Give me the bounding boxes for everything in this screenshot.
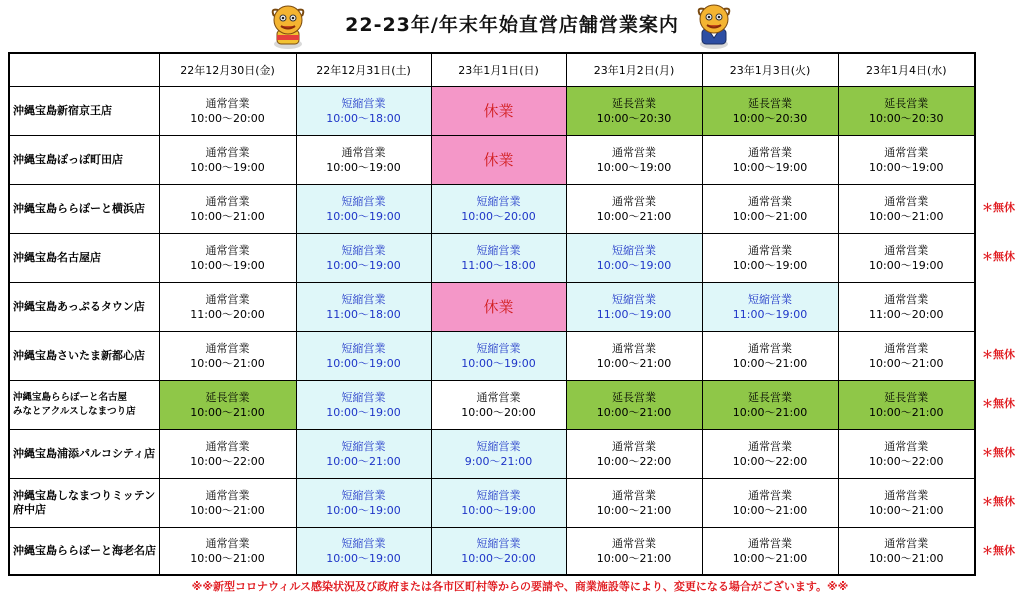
cell-status: 延長営業 [612,97,656,110]
cell-status: 通常営業 [884,293,929,306]
cell-hours: 10:00～21:00 [190,406,265,419]
schedule-cell [566,479,702,528]
cell-status: 通常営業 [884,342,929,355]
cell-status: 短縮営業 [476,195,521,208]
store-name [9,430,159,479]
store-row [9,234,975,283]
cell-status: 通常営業 [612,440,656,453]
cell-status: 通常営業 [205,244,250,257]
cell-hours: 10:00～18:00 [326,112,401,125]
cell-hours: 11:00～18:00 [461,259,536,272]
cell-status: 短縮営業 [612,244,656,257]
cell-hours: 10:00～19:00 [190,259,265,272]
cell-status: 通常営業 [612,489,656,502]
cell-hours: 10:00～20:00 [461,406,536,419]
schedule-cell [838,283,975,332]
store-name [9,332,159,381]
cell-status: 通常営業 [476,391,521,404]
schedule-table [8,52,976,576]
store-name [9,283,159,332]
cell-status: 通常営業 [205,342,250,355]
cell-status: 通常営業 [884,244,929,257]
store-name [9,528,159,576]
no-holiday-note: ＊無休 [982,495,1015,508]
no-holiday-note: ＊無休 [982,446,1015,459]
schedule-cell [566,87,702,136]
cell-hours: 10:00～21:00 [190,357,265,370]
cell-hours: 10:00～19:00 [869,161,944,174]
cell-status: 短縮営業 [748,293,792,306]
cell-status: 短縮営業 [341,293,386,306]
cell-status: 通常営業 [205,293,250,306]
schedule-cell [159,528,296,576]
cell-status: 通常営業 [884,195,929,208]
cell-status: 短縮営業 [476,440,521,453]
cell-status: 通常営業 [884,537,929,550]
cell-status: 通常営業 [205,195,250,208]
store-name [9,185,159,234]
cell-hours: 10:00～19:00 [326,357,401,370]
cell-status: 通常営業 [748,195,792,208]
schedule-cell [296,479,431,528]
store-name-line: 沖縄宝島あっぷるタウン店 [13,300,145,313]
schedule-cell [566,381,702,430]
schedule-cell [838,87,975,136]
cell-hours: 10:00～21:00 [326,455,401,468]
header-date: 23年1月1日(日) [431,53,566,87]
schedule-cell [159,381,296,430]
store-name-line: 沖縄宝島さいたま新都心店 [13,349,145,362]
header-date: 22年12月30日(金) [159,53,296,87]
schedule-cell [431,381,566,430]
store-name-line: 沖縄宝島ららぽーと横浜店 [13,202,145,215]
cell-status: 短縮営業 [612,293,656,306]
schedule-cell [838,332,975,381]
store-row [9,283,975,332]
store-row [9,185,975,234]
cell-hours: 10:00～21:00 [732,210,808,223]
schedule-cell [838,185,975,234]
schedule-cell [431,87,566,136]
cell-status: 短縮営業 [341,489,386,502]
cell-status: 通常営業 [205,97,250,110]
cell-status: 通常営業 [341,146,386,159]
store-name [9,381,159,430]
schedule-cell [296,332,431,381]
header-store-column [9,53,159,87]
cell-hours: 10:00～21:00 [869,406,944,419]
cell-hours: 10:00～20:00 [461,552,536,565]
cell-hours: 10:00～19:00 [326,406,401,419]
store-name [9,479,159,528]
schedule-cell [296,528,431,576]
cell-status: 通常営業 [612,195,656,208]
schedule-cell [566,283,702,332]
cell-hours: 10:00～20:00 [461,210,536,223]
header-date: 22年12月31日(土) [296,53,431,87]
cell-status: 通常営業 [748,244,792,257]
store-name-line: 沖縄宝島しなまつりミッテン府中店 [13,489,156,516]
store-row [9,528,975,576]
cell-status: 休業 [483,150,514,169]
cell-status: 通常営業 [748,342,792,355]
store-name-line: 沖縄宝島ららぽーと名古屋 [13,392,128,403]
cell-status: 短縮営業 [476,489,521,502]
cell-hours: 10:00～21:00 [869,552,944,565]
schedule-cell [159,283,296,332]
cell-status: 短縮営業 [341,342,386,355]
schedule-cell [159,234,296,283]
schedule-cell [702,381,838,430]
schedule-cell [838,528,975,576]
no-holiday-note: ＊無休 [982,348,1015,361]
store-row [9,87,975,136]
cell-hours: 10:00～21:00 [732,406,808,419]
cell-status: 短縮営業 [341,244,386,257]
cell-status: 延長営業 [884,391,929,404]
cell-hours: 10:00～20:30 [732,112,808,125]
store-name-line: 沖縄宝島ぽっぽ町田店 [13,153,123,166]
cell-status: 通常営業 [884,489,929,502]
no-holiday-note: ＊無休 [982,250,1015,263]
cell-status: 延長営業 [205,391,250,404]
cell-hours: 10:00～21:00 [732,552,808,565]
schedule-cell [702,332,838,381]
schedule-cell [431,185,566,234]
schedule-cell [159,332,296,381]
schedule-cell [702,283,838,332]
schedule-cell [838,136,975,185]
schedule-cell [296,283,431,332]
cell-hours: 10:00～22:00 [869,455,944,468]
schedule-cell [566,430,702,479]
schedule-cell [296,430,431,479]
cell-hours: 10:00～19:00 [461,357,536,370]
cell-hours: 10:00～22:00 [732,455,808,468]
schedule-cell [838,234,975,283]
cell-status: 延長営業 [884,97,929,110]
cell-status: 通常営業 [748,537,792,550]
cell-hours: 10:00～21:00 [869,504,944,517]
schedule-cell [296,185,431,234]
cell-hours: 10:00～21:00 [596,552,672,565]
cell-hours: 11:00～20:00 [869,308,944,321]
cell-hours: 11:00～19:00 [732,308,808,321]
cell-status: 短縮営業 [341,97,386,110]
store-name-line: 沖縄宝島浦添パルコシティ店 [13,447,156,460]
cell-status: 通常営業 [612,537,656,550]
cell-status: 短縮営業 [341,440,386,453]
schedule-cell [159,87,296,136]
schedule-cell [838,430,975,479]
cell-status: 通常営業 [205,440,250,453]
store-name [9,136,159,185]
cell-status: 通常営業 [748,440,792,453]
schedule-cell [702,479,838,528]
schedule-cell [296,234,431,283]
cell-status: 延長営業 [748,97,792,110]
schedule-cell [702,185,838,234]
cell-hours: 11:00～19:00 [596,308,672,321]
cell-status: 通常営業 [612,342,656,355]
schedule-cell [431,283,566,332]
store-row [9,136,975,185]
schedule-cell [159,136,296,185]
schedule-cell [838,479,975,528]
schedule-cell [566,234,702,283]
page-title: 22-23年/年末年始直営店舗営業案内 [345,14,679,36]
cell-hours: 10:00～19:00 [869,259,944,272]
cell-hours: 10:00～19:00 [732,161,808,174]
cell-hours: 10:00～21:00 [190,504,265,517]
schedule-cell [566,136,702,185]
cell-hours: 10:00～21:00 [596,357,672,370]
schedule-cell [838,381,975,430]
cell-hours: 10:00～19:00 [326,161,401,174]
store-row [9,479,975,528]
cell-hours: 10:00～19:00 [190,161,265,174]
cell-status: 短縮営業 [341,537,386,550]
schedule-cell [431,136,566,185]
schedule-cell [566,332,702,381]
cell-status: 休業 [483,297,514,316]
cell-status: 短縮営業 [341,391,386,404]
header-row [9,53,975,87]
cell-hours: 10:00～21:00 [732,357,808,370]
cell-hours: 10:00～19:00 [326,552,401,565]
schedule-cell [296,87,431,136]
cell-status: 通常営業 [748,489,792,502]
store-name-line: みなとアクルスしなまつり店 [13,406,136,417]
cell-status: 通常営業 [205,489,250,502]
schedule-cell [566,528,702,576]
header-date: 23年1月3日(火) [702,53,838,87]
cell-hours: 10:00～19:00 [596,259,672,272]
store-name [9,87,159,136]
header-date: 23年1月2日(月) [566,53,702,87]
cell-status: 通常営業 [205,537,250,550]
schedule-cell [566,185,702,234]
schedule-cell [296,381,431,430]
cell-hours: 10:00～20:30 [596,112,672,125]
shisa-mascot-icon [690,2,738,50]
schedule-cell [702,528,838,576]
cell-hours: 10:00～19:00 [326,504,401,517]
schedule-cell [159,430,296,479]
cell-status: 通常営業 [748,146,792,159]
cell-hours: 10:00～19:00 [732,259,808,272]
cell-status: 通常営業 [612,146,656,159]
cell-hours: 10:00～19:00 [461,504,536,517]
schedule-cell [431,234,566,283]
cell-hours: 9:00～21:00 [464,455,533,468]
cell-hours: 10:00～22:00 [190,455,265,468]
schedule-cell [702,430,838,479]
cell-hours: 10:00～21:00 [190,552,265,565]
schedule-cell [431,430,566,479]
no-holiday-note: ＊無休 [982,201,1015,214]
cell-status: 通常営業 [884,440,929,453]
header-date: 23年1月4日(水) [838,53,975,87]
cell-hours: 10:00～21:00 [596,504,672,517]
cell-hours: 10:00～20:30 [869,112,944,125]
cell-status: 短縮営業 [476,537,521,550]
cell-hours: 10:00～21:00 [190,210,265,223]
store-name-line: 沖縄宝島名古屋店 [13,251,101,264]
schedule-body [9,87,975,576]
no-holiday-note: ＊無休 [982,544,1015,557]
store-row [9,430,975,479]
schedule-cell [296,136,431,185]
schedule-cell [702,87,838,136]
cell-hours: 10:00～19:00 [596,161,672,174]
cell-status: 延長営業 [612,391,656,404]
cell-hours: 10:00～20:00 [190,112,265,125]
cell-status: 短縮営業 [476,342,521,355]
cell-hours: 10:00～22:00 [596,455,672,468]
store-row [9,332,975,381]
cell-status: 短縮営業 [476,244,521,257]
cell-status: 通常営業 [884,146,929,159]
footer-disclaimer: ※※新型コロナウィルス感染状況及び政府または各市区町村等からの要請や、商業施設等により、変更になる場合がございます。※※ [191,580,849,593]
cell-hours: 11:00～18:00 [326,308,401,321]
schedule-cell [431,332,566,381]
cell-hours: 11:00～20:00 [190,308,265,321]
schedule-cell [431,528,566,576]
store-name-line: 沖縄宝島新宿京王店 [13,104,112,117]
schedule-cell [159,185,296,234]
cell-hours: 10:00～21:00 [732,504,808,517]
store-name [9,234,159,283]
store-row [9,381,975,430]
cell-status: 通常営業 [205,146,250,159]
cell-hours: 10:00～21:00 [596,210,672,223]
schedule-cell [702,136,838,185]
schedule-cell [431,479,566,528]
schedule-cell [702,234,838,283]
cell-hours: 10:00～21:00 [869,210,944,223]
cell-status: 休業 [483,101,514,120]
no-holiday-note: ＊無休 [982,397,1015,410]
cell-hours: 10:00～21:00 [596,406,672,419]
cell-status: 短縮営業 [341,195,386,208]
cell-hours: 10:00～21:00 [869,357,944,370]
cell-status: 延長営業 [748,391,792,404]
schedule-cell [159,479,296,528]
store-name-line: 沖縄宝島ららぽーと海老名店 [13,544,156,557]
cell-hours: 10:00～19:00 [326,259,401,272]
cell-hours: 10:00～19:00 [326,210,401,223]
